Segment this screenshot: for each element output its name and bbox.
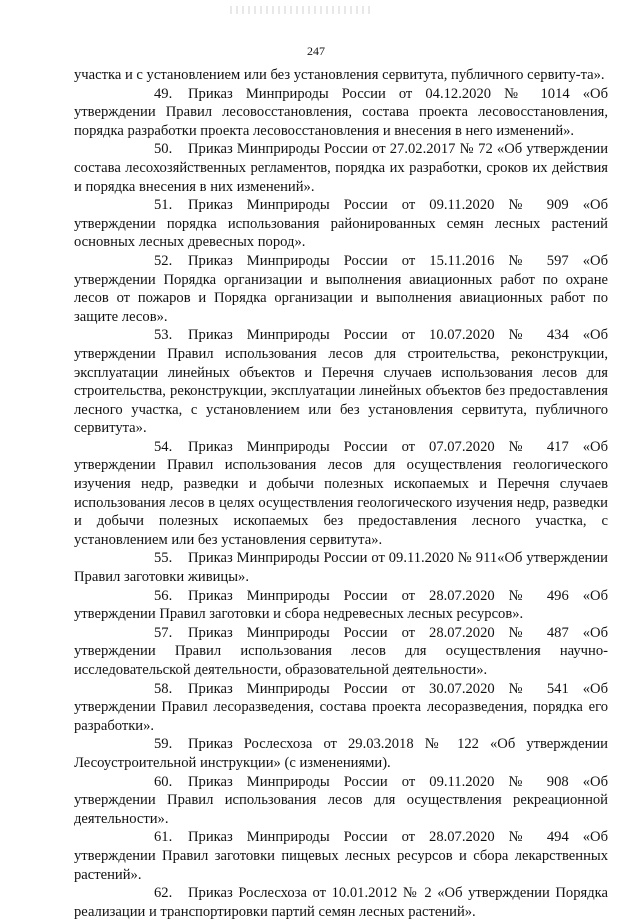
list-item-number: 54.: [154, 438, 173, 455]
list-item-number: 50.: [154, 141, 173, 158]
list-item-number: 51.: [154, 197, 173, 214]
list-item: [74, 680, 608, 736]
list-item-text: Приказ Минприроды России от 10.07.2020 № 434 «Об утверждении Правил использования лесов для строительства, реконструкции, эксплуатации линейных объектов и Перечня случаев использования лесов для строительства, реконструкции, эксплуатации линейных объектов без предоставления лесного участка, с установлением или без установления сервитута, публичного сервитута».: [74, 327, 608, 437]
list-item: [74, 252, 608, 326]
list-item: [74, 549, 608, 586]
list-item-text: Приказ Минприроды России от 28.07.2020 № 487 «Об утверждении Правил использования лесов для осуществления научно-исследовательской деятельности, образовательной деятельности».: [74, 624, 608, 678]
list-item-number: 52.: [154, 252, 173, 269]
list-item-text: Приказ Минприроды России от 30.07.2020 № 541 «Об утверждении Правил лесоразведения, состава проекта лесоразведения, порядка его разработки».: [74, 680, 608, 734]
list-item: [74, 735, 608, 772]
list-item-text: Приказ Рослесхоза от 29.03.2018 № 122 «Об утверждении Лесоустроительной инструкции» (с изменениями).: [74, 736, 608, 771]
list-item: [74, 438, 608, 550]
list-item-text: Приказ Минприроды России от 09.11.2020 № 911«Об утверждении Правил заготовки живицы».: [74, 550, 608, 586]
list-item-number: 57.: [154, 624, 173, 641]
list-item-number: 58.: [154, 680, 173, 697]
list-item-number: 53.: [154, 327, 173, 344]
list-item-number: 49.: [154, 85, 173, 102]
list-item-number: 56.: [154, 587, 173, 604]
list-item: [74, 884, 608, 921]
list-item-number: 62.: [154, 885, 173, 902]
list-item: [74, 828, 608, 884]
list-item: [74, 624, 608, 680]
list-item: [74, 196, 608, 252]
page-number: 247: [307, 44, 325, 58]
list-item-number: 59.: [154, 736, 173, 753]
list-item-text: Приказ Минприроды России от 27.02.2017 № 72 «Об утверждении состава лесохозяйственных регламентов, порядка их разработки, сроков их действия и порядка внесения в них изменений».: [74, 141, 608, 195]
list-item-number: 61.: [154, 829, 173, 846]
list-item-number: 60.: [154, 773, 173, 790]
list-item: [74, 773, 608, 829]
list-item-text: Приказ Минприроды России от 09.11.2020 № 909 «Об утверждении порядка использования районированных семян лесных растений основных лесных древесных пород».: [74, 197, 608, 251]
list-item-text: Приказ Минприроды России от 28.07.2020 № 494 «Об утверждении Правил заготовки пищевых лесных ресурсов и сбора лекарственных растений».: [74, 829, 608, 883]
list-item-text: Приказ Минприроды России от 28.07.2020 № 496 «Об утверждении Правил заготовки и сбора недревесных лесных ресурсов».: [74, 587, 608, 623]
list-item-text: Приказ Минприроды России от 07.07.2020 № 417 «Об утверждении Правил использования лесов для осуществления геологического изучения недр, разведки и добычи полезных ископаемых и Перечня случаев использования лесов в целях осуществления геологического изучения недр, разведки и добычи полезных ископаемых без предоставления лесного участка, с установлением или без установления сервитута».: [74, 438, 608, 548]
list-item-text: Приказ Рослесхоза от 10.01.2012 № 2 «Об утверждении Порядка реализации и транспортировки партий семян лесных растений».: [74, 885, 608, 920]
list-item: [74, 66, 608, 85]
list-item: [74, 85, 608, 141]
list-item-text: Приказ Минприроды России от 09.11.2020 № 908 «Об утверждении Правил использования лесов для осуществления рекреационной деятельности».: [74, 773, 608, 827]
list-item: [74, 140, 608, 196]
list-item-number: 55.: [154, 550, 173, 567]
scan-artifact: [230, 6, 370, 14]
document-body: [74, 66, 608, 921]
list-item: [74, 587, 608, 624]
list-item-text: участка и с установлением или без установления сервитута, публичного сервиту-та».: [74, 67, 605, 83]
list-item-text: Приказ Минприроды России от 15.11.2016 № 597 «Об утверждении Порядка организации и выполнения авиационных работ по охране лесов от пожаров и Порядка организации и выполнения авиационных работ по защите лесов».: [74, 252, 608, 325]
list-item-text: Приказ Минприроды России от 04.12.2020 № 1014 «Об утверждении Правил лесовосстановления, состава проекта лесовосстановления, порядка разработки проекта лесовосстановления и внесения в него изменений».: [74, 85, 608, 139]
list-item: [74, 326, 608, 438]
